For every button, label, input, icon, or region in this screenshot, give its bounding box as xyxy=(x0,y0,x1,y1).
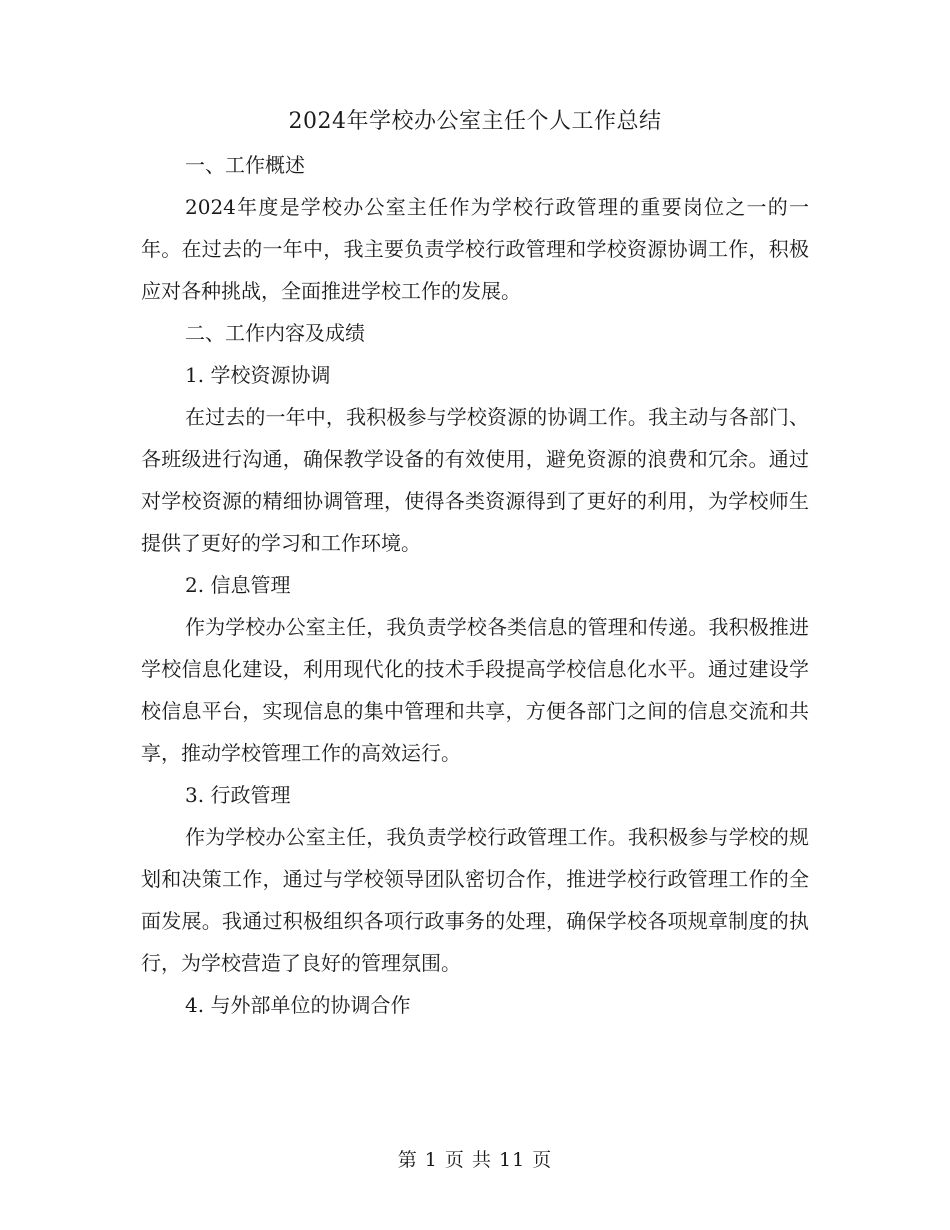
section-heading-overview: 一、工作概述 xyxy=(185,153,305,177)
subheading-external-coordination: 4. 与外部单位的协调合作 xyxy=(185,993,411,1017)
paragraph-administrative-management: 作为学校办公室主任，我负责学校行政管理工作。我积极参与学校的规划和决策工作，通过与学校领导团队密切合作，推进学校行政管理工作的全面发展。我通过积极组织各项行政事务的处理，确保学校各项规章制度的执行，为学校营造了良好的管理氛围。 xyxy=(141,825,809,975)
paragraph-overview: 2024年度是学校办公室主任作为学校行政管理的重要岗位之一的一年。在过去的一年中，我主要负责学校行政管理和学校资源协调工作，积极应对各种挑战，全面推进学校工作的发展。 xyxy=(141,195,809,303)
page-number-label: 第 1 页 共 11 页 xyxy=(397,1149,553,1171)
subheading-resource-coordination: 1. 学校资源协调 xyxy=(185,363,331,387)
document-title: 2024年学校办公室主任个人工作总结 xyxy=(288,109,662,134)
page-footer xyxy=(0,1145,950,1175)
paragraph-resource-coordination: 在过去的一年中，我积极参与学校资源的协调工作。我主动与各部门、各班级进行沟通，确保教学设备的有效使用，避免资源的浪费和冗余。通过对学校资源的精细协调管理，使得各类资源得到了更好的利用，为学校师生提供了更好的学习和工作环境。 xyxy=(141,405,809,555)
paragraph-information-management: 作为学校办公室主任，我负责学校各类信息的管理和传递。我积极推进学校信息化建设，利用现代化的技术手段提高学校信息化水平。通过建设学校信息平台，实现信息的集中管理和共享，方便各部门之间的信息交流和共享，推动学校管理工作的高效运行。 xyxy=(141,615,809,765)
section-heading-work-content: 二、工作内容及成绩 xyxy=(185,321,365,345)
document-body xyxy=(141,104,809,1026)
subheading-information-management: 2. 信息管理 xyxy=(185,573,291,597)
subheading-administrative-management: 3. 行政管理 xyxy=(185,783,291,807)
